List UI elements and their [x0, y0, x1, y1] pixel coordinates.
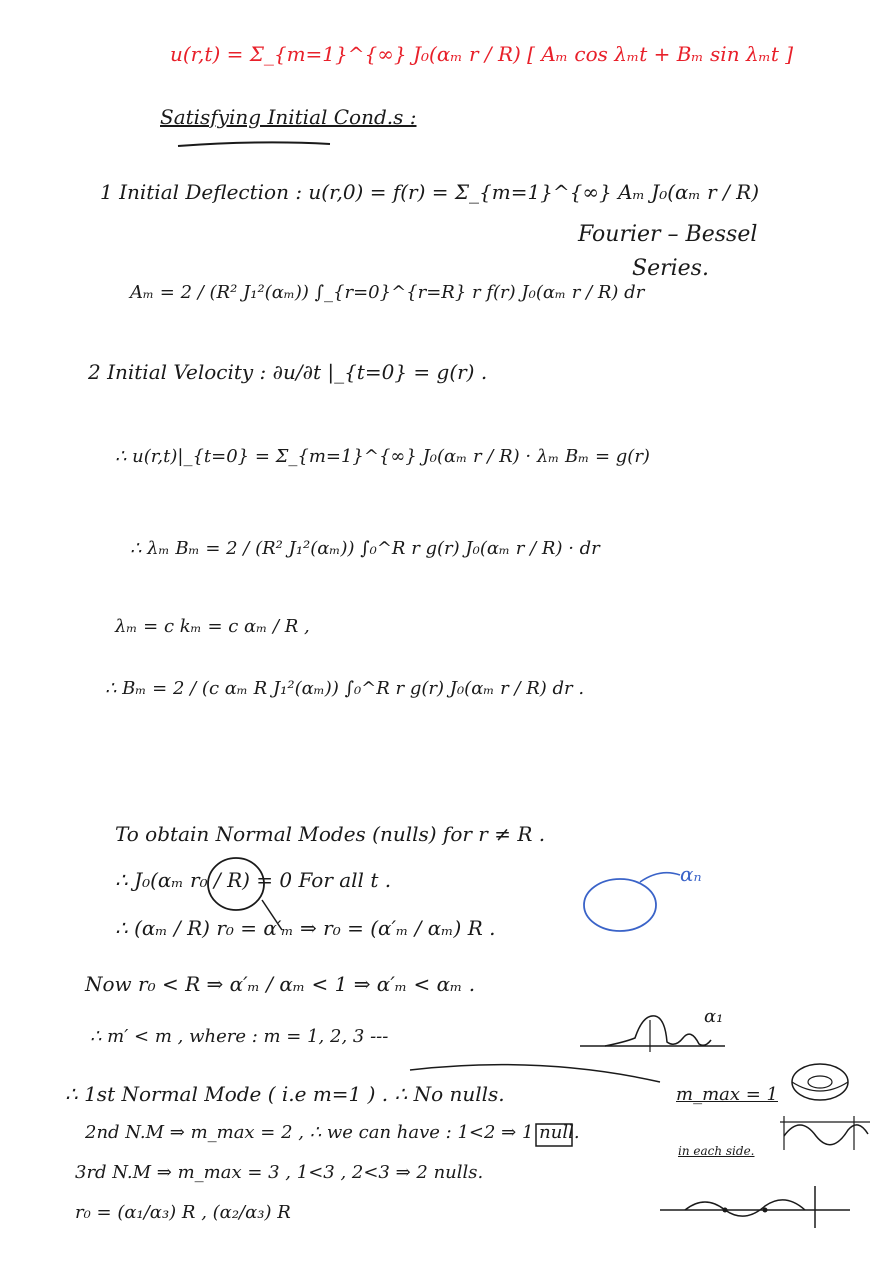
bm-formula: ∴ Bₘ = 2 / (c αₘ R J₁²(αₘ)) ∫₀^R r g(r) J₀(αₘ r / R) dr .: [105, 678, 585, 699]
solution-equation: u(r,t) = Σ_{m=1}^{∞} J₀(αₘ r / R) [ Aₘ cos λₘt + Bₘ sin λₘt ]: [170, 42, 794, 66]
series-label: Series.: [632, 256, 709, 281]
third-normal-mode: 3rd N.M ⇒ m_max = 3 , 1<3 , 2<3 ⇒ 2 nulls.: [75, 1162, 484, 1183]
three-mode-sketch: [655, 1180, 855, 1230]
in-each-side-note: in each side.: [678, 1144, 755, 1158]
heading-initial-conditions: Satisfying Initial Cond.s :: [160, 105, 417, 129]
second-normal-mode: 2nd N.M ⇒ m_max = 2 , ∴ we can have : 1<2 ⇒ 1 null.: [85, 1122, 580, 1143]
membrane-mode-sketch: [770, 1060, 880, 1160]
am-formula: Aₘ = 2 / (R² J₁²(αₘ)) ∫_{r=0}^{r=R} r f(r) J₀(αₘ r / R) dr: [130, 282, 645, 303]
normal-modes-heading: To obtain Normal Modes (nulls) for r ≠ R .: [115, 822, 546, 846]
initial-deflection-line: 1 Initial Deflection : u(r,0) = f(r) = Σ_{m=1}^{∞} Aₘ J₀(αₘ r / R): [100, 180, 760, 204]
velocity-series-line: ∴ u(r,t)|_{t=0} = Σ_{m=1}^{∞} J₀(αₘ r / R) · λₘ Bₘ = g(r): [115, 446, 650, 467]
inequality-line: Now r₀ < R ⇒ α′ₘ / αₘ < 1 ⇒ α′ₘ < αₘ .: [85, 972, 476, 996]
bessel-zero-condition: ∴ J₀(αₘ r₀ / R) = 0 For all t .: [115, 868, 392, 892]
fourier-bessel-label: Fourier – Bessel: [578, 222, 758, 247]
r0-expression: ∴ (αₘ / R) r₀ = α′ₘ ⇒ r₀ = (α′ₘ / αₘ) R .: [115, 916, 496, 940]
r0-values-line: r₀ = (α₁/α₃) R , (α₂/α₃) R: [75, 1202, 291, 1223]
lambda-definition: λₘ = c kₘ = c αₘ / R ,: [115, 616, 310, 637]
alpha-n-annotation: αₙ: [680, 862, 702, 886]
initial-velocity-line: 2 Initial Velocity : ∂u/∂t |_{t=0} = g(r) .: [88, 360, 488, 384]
first-normal-mode: ∴ 1st Normal Mode ( i.e m=1 ) . ∴ No nulls.: [65, 1082, 505, 1106]
mmax-note: m_max = 1: [676, 1084, 778, 1105]
alpha-1-annotation: α₁: [704, 1006, 724, 1027]
lambda-bm-formula: ∴ λₘ Bₘ = 2 / (R² J₁²(αₘ)) ∫₀^R r g(r) J₀(αₘ r / R) · dr: [130, 538, 600, 559]
bessel-wave-sketch: [575, 1008, 735, 1058]
m-index-line: ∴ m′ < m , where : m = 1, 2, 3 ---: [90, 1026, 389, 1047]
